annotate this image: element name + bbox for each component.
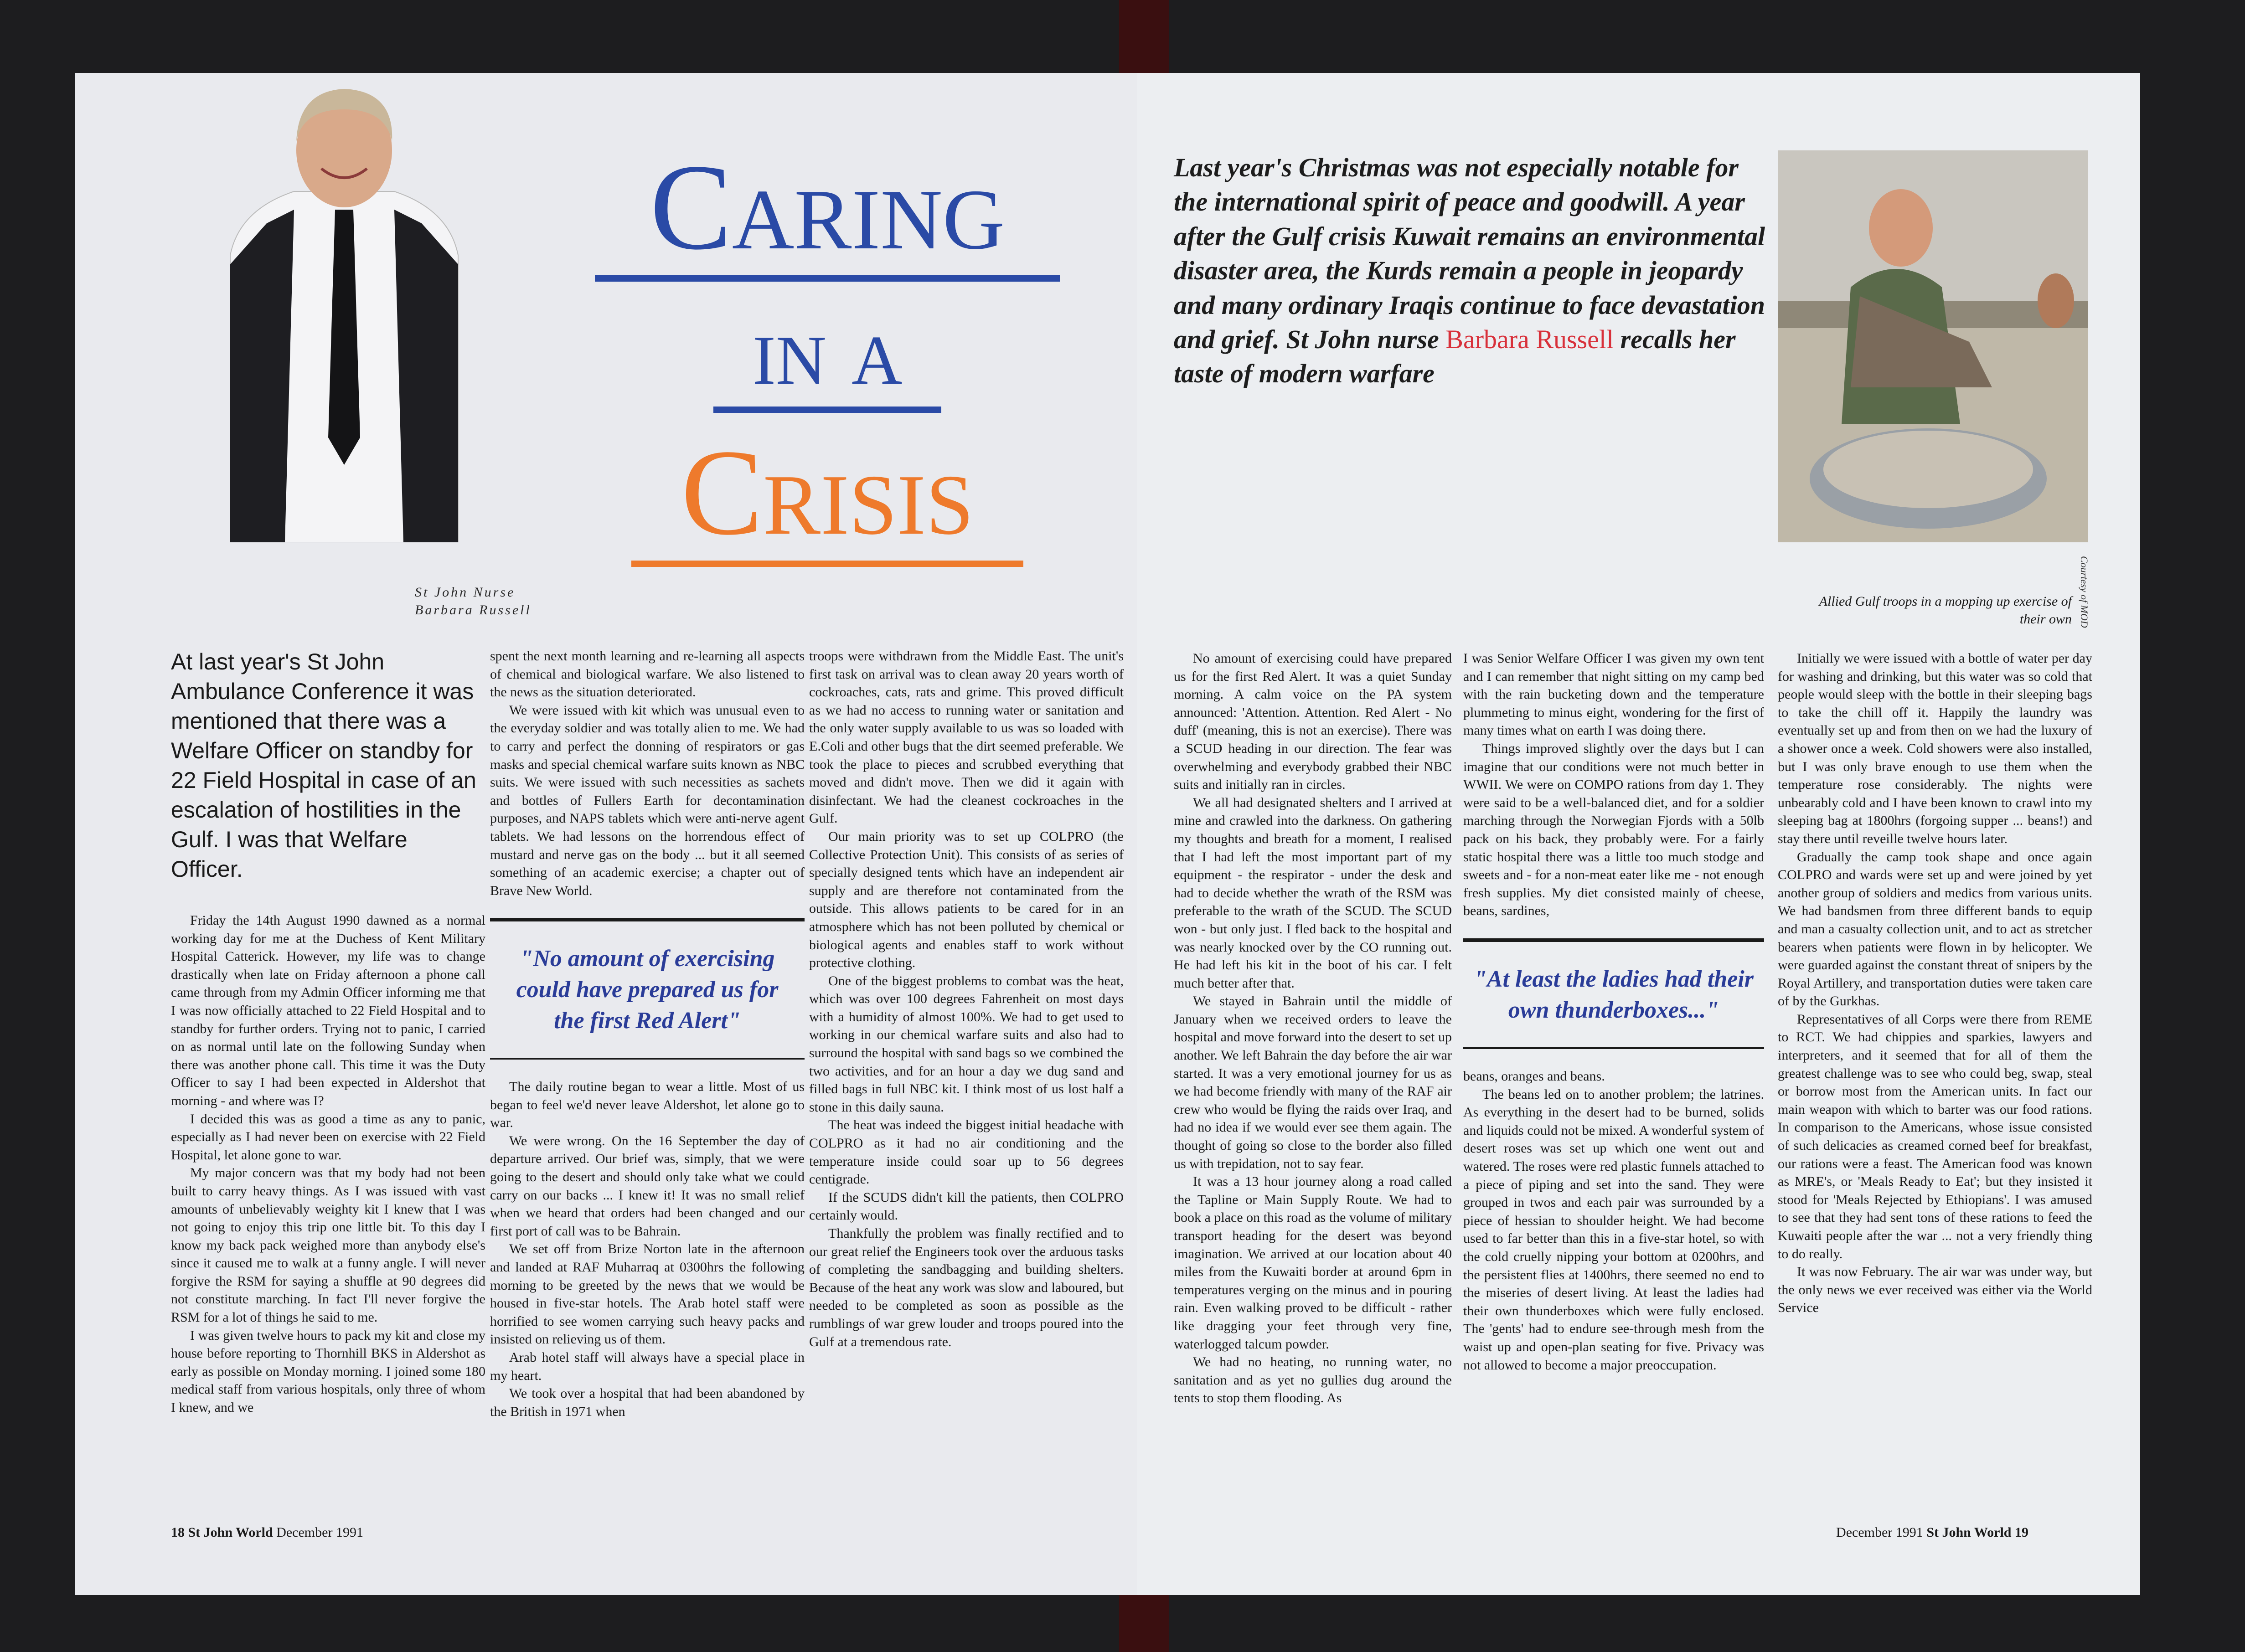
left-column-1: [171, 647, 485, 1417]
intro-text: Last year's Christmas was not especially notable for the international spirit of peace and goodwill. A year after the Gulf crisis Kuwait remains an environmental disaster area, the Kurds remain a people in jeopardy and many ordinary Iraqis continue to face devastation and grief. St John nurse: [1174, 153, 1765, 354]
body-paragraph: If the SCUDS didn't kill the patients, then COLPRO certainly would.: [809, 1189, 1124, 1223]
title-line-in-a: in a: [752, 294, 903, 406]
intro-text: recalls her taste of modern warfare: [1174, 324, 1736, 389]
body-paragraph: troops were withdrawn from the Middle East. The unit's first task on arrival was to clean away 20 years worth of cockroaches, cats, rats and grime. This proved difficult as we had no access to running water or sanitation and the only water supply available to us was so loaded with E.Coli and other bugs that the dirt seemed preferable. We took the place to pieces and scrubbed everything that moved and didn't move. Then we did it again with disinfectant. We had the cleanest cockroaches in the Gulf.: [809, 648, 1124, 826]
page-folio-right: [1836, 1525, 2028, 1540]
portrait-caption: St John Nurse Barbara Russell: [415, 585, 532, 618]
photo-credit: Courtesy of MOD: [2079, 556, 2090, 628]
body-paragraph: Thankfully the problem was finally rectified and to our great relief the Engineers took over the arduous tasks of completing the sandbagging and building shelters. Because of the heat any work was slow and laboured, but needed to be completed as soon as possible as the rumblings of war grew louder and troops poured into the Gulf at a tremendous rate.: [809, 1226, 1124, 1349]
body-paragraph: We had no heating, no running water, no sanitation and as yet no gullies dug around the tents to stop them flooding. As: [1174, 1354, 1452, 1406]
pull-quote: "No amount of exercising could have prepared us for the first Red Alert": [490, 918, 805, 1060]
body-paragraph: It was a 13 hour journey along a road called the Tapline or Main Supply Route. We had to book a place on this road as the volume of military transport heading for the desert was beyond imagination. We arrived at our location about 40 miles from the Kuwaiti border at around 6pm in temperatures verging on the minus and in pouring rain. Even walking proved to be difficult - rather like dragging your feet through very fine, waterlogged talcum powder.: [1174, 1174, 1452, 1352]
body-paragraph: My major concern was that my body had not been built to carry heavy things. As I was issued with vast amounts of unbelievably weighty kit I knew that I was not going to enjoy this trip one little bit. To this day I know my back pack weighed more than anybody else's since it caused me to walk at a funny angle. I will never forgive the RSM for saying a shuffle at 90 degrees did not constitute marching. In fact I'll never forgive the RSM for a lot of things he said to me.: [171, 1165, 485, 1325]
author-name: Barbara Russell: [1445, 324, 1614, 354]
body-paragraph: Initially we were issued with a bottle of water per day for washing and drinking, but this water was so cold that people would sleep with the bottle in their sleeping bags to take the chill off it. Happily the laundry was eventually set up and from then on we had the luxury of a shower once a week. Cold showers were also installed, but I was only brave enough to use them when the temperature rose considerably. The nights were unbearably cold and I have been known to crawl into my sleeping bag at 1800hrs (forgoing supper ... beans!) and stay there until reveille twelve hours later.: [1778, 651, 2092, 846]
body-paragraph: We were wrong. On the 16 September the day of departure arrived. Our brief was, simply, that we were going to the desert and should only take what we could carry on our backs ... I knew it! It was no small relief when we heard that orders had been changed and our first port of call was to be Bahrain.: [490, 1133, 805, 1239]
title-rule: [631, 561, 1023, 567]
right-column-2: [1463, 649, 1764, 1374]
body-paragraph: We all had designated shelters and I arrived at mine and crawled into the darkness. On gathering my thoughts and breath for a moment, I realised that I had left the most important part of my equipment - the respirator - under the desk and had to decide whether the wrath of the RSM was preferable to the wrath of the SCUD. The SCUD won - but only just. I fled back to the hospital and was nearly knocked over by the CO running out. He had left his kit in the boot of his car. I felt much better after that.: [1174, 795, 1452, 991]
intro-standfirst: [1174, 150, 1766, 391]
body-paragraph: Friday the 14th August 1990 dawned as a normal working day for me at the Duchess of Kent Military Hospital Catterick. However, my life was to change drastically when late on Friday afternoon a phone call came through from my Admin Officer informing me that I was now officially attached to 22 Field Hospital and to standby for further orders. Trying not to panic, I carried on as normal until late on the following Sunday when there was another phone call. This time it was the Duty Officer to say I had been expected in Aldershot that morning - and where was I?: [171, 913, 485, 1108]
article-title: [558, 139, 1096, 567]
issue-date: December 1991: [276, 1525, 363, 1540]
body-paragraph: beans, oranges and beans.: [1463, 1069, 1605, 1084]
left-page: [75, 73, 1137, 1595]
body-paragraph: Our main priority was to set up COLPRO (the Collective Protection Unit). This consists of as series of specially designed tents which have an independent air supply and are therefore not contaminated from the outside. This allows patients to be cared for in an atmosphere which has not been polluted by chemical or biological agents and enables staff to work without protective clothing.: [809, 829, 1124, 971]
page-number: 19: [2015, 1525, 2028, 1540]
body-paragraph: Gradually the camp took shape and once again COLPRO and wards were set up and were joined by yet another group of soldiers and medics from various units. We had bandsmen from three different bands to equip and man a casualty collection unit, and to act as stretcher bearers when patients were flown in by helicopter. We were guarded against the constant threat of snipers by the Royal Artillery, and transportation duties were taken care of by the Gurkhas.: [1778, 849, 2092, 1009]
magazine-name: St John World: [1926, 1525, 2012, 1540]
right-page: [1137, 73, 2140, 1595]
soldier-photo: [1778, 150, 2088, 542]
body-paragraph: Arab hotel staff will always have a special place in my heart.: [490, 1350, 805, 1383]
body-paragraph: We stayed in Bahrain until the middle of January when we received orders to leave the hospital and move forward into the desert to set up another. We left Bahrain the day before the air war started. It was a very emotional journey for us as we had become friendly with many of the RAF air crew who would be flying the raids over Iraq, and had no idea if we would ever see them again. The thought of going so close to the border also filled us with trepidation, not to say fear.: [1174, 993, 1452, 1171]
left-column-2: [490, 647, 805, 1420]
body-paragraph: The heat was indeed the biggest initial headache with COLPRO as it had no air conditioning and the temperature inside could soar up to 56 degrees centigrade.: [809, 1117, 1124, 1187]
page-folio-left: [171, 1525, 363, 1540]
body-paragraph: Representatives of all Corps were there from REME to RCT. We had chippies and sparkies, lawyers and interpreters, and it seemed that for all of them the greatest challenge was to see who could beg, swap, steal or borrow most from the American units. In fact our main weapon with which to barter was our food rations. In comparison to the Americans, whose issue consisted of such delicacies as creamed corned beef for breakfast, our rations were a feast. The American food was known as MRE's, or 'Meals Ready to Eat'; but they insisted it stood for 'Meals Rejected by Ethiopians'. I was amused to see that they had sent tons of these rations to feed the Kuwaiti people after the war ... not a very friendly thing to do really.: [1778, 1011, 2092, 1261]
left-column-3: [809, 647, 1124, 1351]
title-line-caring: Caring: [650, 139, 1005, 275]
body-paragraph: The beans led on to another problem; the latrines. As everything in the desert had to be burned, solids and liquids could not be mixed. A wonderful system of desert roses was set up which one went out and watered. The roses were red plastic funnels attached to a piece of piping and set into the sand. They were grouped in twos and each pair was surrounded by a piece of hessian to shoulder height. We had become used to far better than this in a five-star hotel, so with the cold cruelly nipping your bottom at 0200hrs, and the persistent flies at 1400hrs, there seemed no end to the miseries of desert living. At least the ladies had their own thunderboxes which were fully enclosed. The 'gents' had to endure see-through mesh from the waist up and open-plan seating for five. Privacy was not allowed to become a major preoccupation.: [1463, 1086, 1764, 1373]
body-paragraph: One of the biggest problems to combat was the heat, which was over 100 degrees Fahrenheit on most days with a humidity of almost 100%. We had to get used to working in our chemical warfare suits and also had to surround the hospital with sand bags so we combined the two activities, and for an hour a day we dug sand and filled bags in full NBC kit. I think most of us lost half a stone in this daily sauna.: [809, 973, 1124, 1115]
magazine-name: St John World: [188, 1525, 273, 1540]
portrait-photo: [203, 73, 485, 542]
body-paragraph: We were issued with kit which was unusual even to the everyday soldier and was totally alien to me. We had to carry and perfect the donning of respirators or gas masks and special chemical warfare suits known as NBC suits. We were issued with such necessities as sachets and bottles of Fullers Earth for decontamination purposes, and NAPS tablets which were anti-nerve agent tablets. We had lessons on the horrendous effect of mustard and nerve gas on the body ... but it all seemed something of an academic exercise; a chapter out of Brave New World.: [490, 702, 805, 898]
body-paragraph: I was given twelve hours to pack my kit and close my house before reporting to Thornhill BKS in Aldershot as early as possible on Monday morning. I joined some 180 medical staff from various hospitals, only three of whom I knew, and we: [171, 1328, 485, 1415]
body-paragraph: I was Senior Welfare Officer I was given my own tent and I can remember that night sitting on my camp bed with the rain bucketing down and the temperature plummeting to minus eight, wondering for the first of many times what on earth I was doing there.: [1463, 651, 1764, 738]
body-paragraph: No amount of exercising could have prepared us for the first Red Alert. It was a quiet Sunday morning. A calm voice on the PA system announced: 'Attention. Attention. Red Alert - No duff' (meaning, this is not an exercise). There was a SCUD heading in our direction. The fear was overwhelming and everybody grabbed their NBC suits and initially ran in circles.: [1174, 651, 1452, 793]
title-rule: [595, 275, 1060, 282]
body-paragraph: spent the next month learning and re-learning all aspects of chemical and biological warfare. We also listened to the news as the situation deteriorated.: [490, 648, 805, 700]
issue-date: December 1991: [1836, 1525, 1923, 1540]
body-paragraph: I decided this was as good a time as any to panic, especially as I had never been on exercise with 22 Field Hospital, let alone gone to war.: [171, 1111, 485, 1163]
lead-paragraph: At last year's St John Ambulance Conference it was mentioned that there was a Welfare Officer on standby for 22 Field Hospital in case of an escalation of hostilities in the Gulf. I was that Welfare Officer.: [171, 649, 476, 882]
pull-quote: "At least the ladies had their own thunderboxes...": [1463, 938, 1764, 1049]
page-number: 18: [171, 1525, 185, 1540]
title-rule: [713, 407, 941, 413]
body-paragraph: We set off from Brize Norton late in the afternoon and landed at RAF Muharraq at 0300hrs the following morning to be greeted by the news that we would be housed in five-star hotels. The Arab hotel staff were horrified to see women carrying such heavy packs and insisted on relieving us of them.: [490, 1241, 805, 1347]
body-paragraph: It was now February. The air war was under way, but the only news we ever received was either via the World Service: [1778, 1264, 2092, 1316]
body-paragraph: The daily routine began to wear a little. Most of us began to feel we'd never leave Aldershot, let alone go to war.: [490, 1079, 805, 1131]
photo-caption: Allied Gulf troops in a mopping up exercise of their own: [1819, 594, 2072, 627]
title-line-crisis: Crisis: [681, 424, 974, 561]
right-column-1: [1174, 649, 1452, 1407]
body-paragraph: We took over a hospital that had been abandoned by the British in 1971 when: [490, 1386, 805, 1419]
right-column-3: [1778, 649, 2092, 1317]
body-paragraph: Things improved slightly over the days but I can imagine that our conditions were not much better in WWII. We were on COMPO rations from day 1. They were said to be a well-balanced diet, and for a soldier marching through the Norwegian Fjords with a 50lb pack on his back, they probably were. For a fairly static hospital there was a little too much stodge and sweets and - for a non-meat eater like me - not enough fresh supplies. My diet consisted mainly of cheese, beans, sardines,: [1463, 741, 1764, 919]
